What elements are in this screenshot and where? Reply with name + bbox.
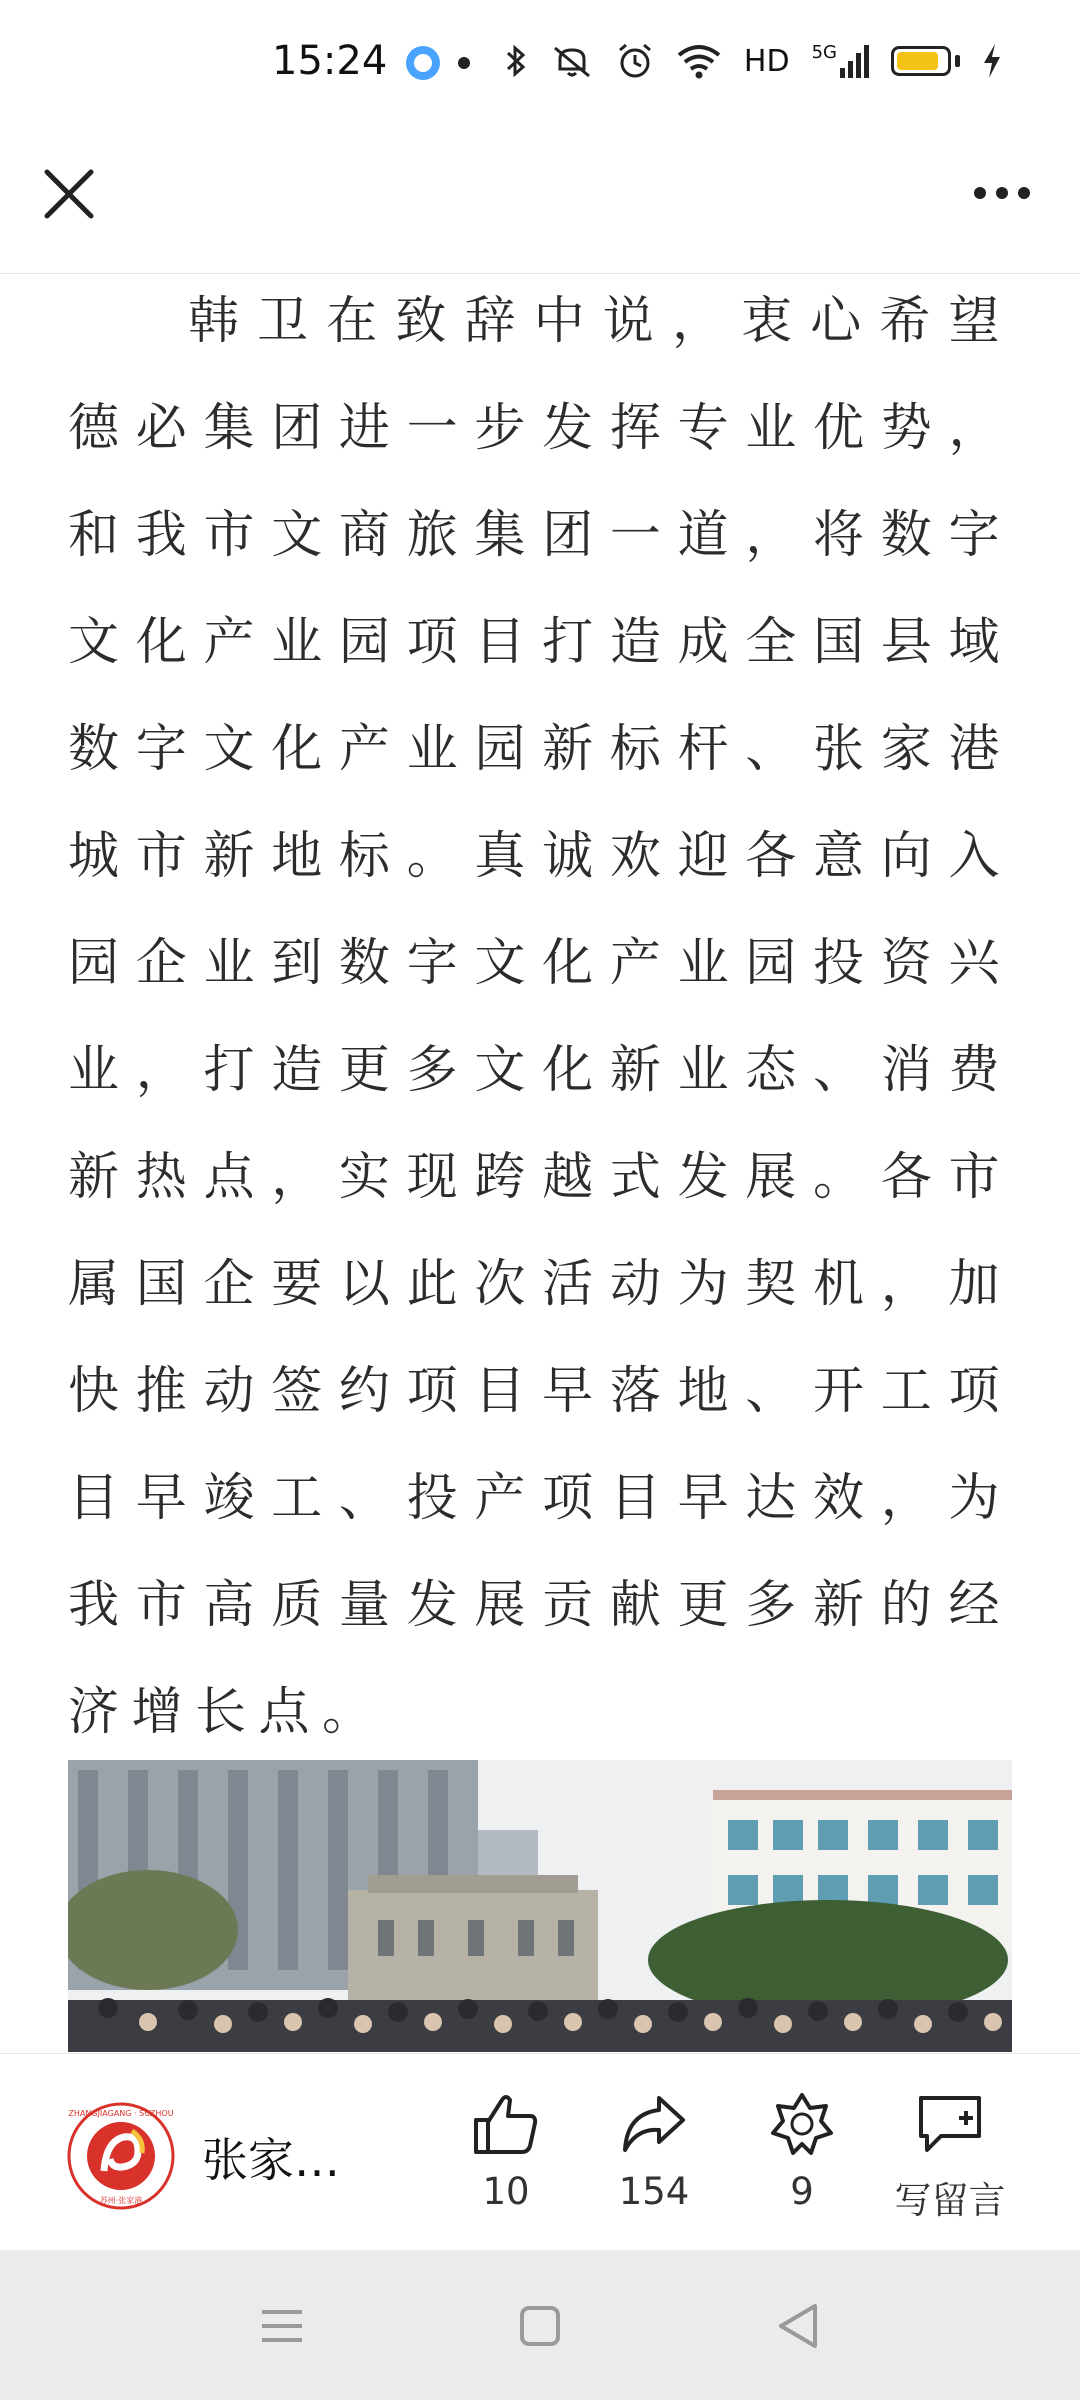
more-icon bbox=[974, 187, 986, 199]
logo-text-top: ZHANGJIAGANG · SUZHOU bbox=[68, 2109, 174, 2118]
comment-add-icon bbox=[915, 2092, 985, 2156]
battery-icon bbox=[891, 46, 960, 76]
recent-apps-button[interactable] bbox=[254, 2298, 310, 2354]
home-button[interactable] bbox=[512, 2298, 568, 2354]
menu-icon bbox=[259, 2306, 305, 2346]
back-icon bbox=[775, 2302, 821, 2350]
write-comment-label: 写留言 bbox=[894, 2179, 1006, 2222]
article-paragraph: 韩卫在致辞中说，衷心希望德必集团进一步发挥专业优势，和我市文商旅集团一道，将数字文化产业园项目打造成全国县域数字文化产业园新标杆、张家港城市新地标。真诚欢迎各意向入园企业到数字文化产业园投资兴业，打造更多文化新业态、消费新热点，实现跨越式发展。各市属国企要以此次活动为契机，加快推动签约项目早落地、开工项目早竣工、投产项目早达效，为我市高质量发展贡献更多新的经济增长点。 bbox=[68, 292, 1012, 1742]
network-label: 5G bbox=[811, 42, 837, 63]
logo-text-bottom: 苏州·张家港 bbox=[99, 2196, 143, 2205]
mute-icon bbox=[550, 43, 594, 79]
article-body bbox=[68, 268, 1012, 1766]
wow-button[interactable] bbox=[742, 2092, 862, 2213]
wow-star-icon bbox=[769, 2092, 835, 2156]
system-navigation-bar bbox=[0, 2250, 1080, 2400]
signal-group bbox=[812, 44, 869, 78]
close-button[interactable] bbox=[38, 163, 100, 225]
article-top-bar bbox=[0, 130, 1080, 274]
share-icon bbox=[621, 2092, 687, 2156]
wifi-icon bbox=[676, 43, 722, 79]
alarm-icon bbox=[616, 42, 654, 80]
event-photo-image bbox=[68, 1760, 1012, 2052]
battery-level bbox=[897, 52, 938, 70]
event-photo[interactable] bbox=[68, 1760, 1012, 2052]
account-name[interactable]: 张家… bbox=[202, 2133, 340, 2187]
more-button[interactable] bbox=[962, 168, 1042, 218]
thumbs-up-icon bbox=[472, 2092, 540, 2156]
bluetooth-icon bbox=[504, 43, 528, 79]
status-time: 15:24 bbox=[272, 38, 388, 84]
like-button[interactable] bbox=[446, 2092, 566, 2213]
status-right-icons bbox=[504, 42, 1002, 80]
article-action-bar bbox=[0, 2053, 1080, 2251]
account-avatar[interactable] bbox=[66, 2101, 176, 2211]
like-count: 10 bbox=[482, 2170, 530, 2213]
back-button[interactable] bbox=[770, 2298, 826, 2354]
qq-icon bbox=[406, 46, 440, 80]
dot-icon bbox=[458, 57, 470, 69]
home-icon bbox=[518, 2304, 562, 2348]
write-comment-button[interactable] bbox=[880, 2092, 1020, 2224]
close-icon bbox=[43, 168, 95, 220]
share-count: 154 bbox=[618, 2170, 690, 2213]
share-button[interactable] bbox=[594, 2092, 714, 2213]
hd-label: HD bbox=[743, 43, 790, 79]
account-logo-icon bbox=[66, 2101, 176, 2211]
status-bar bbox=[0, 0, 1080, 130]
wow-count: 9 bbox=[790, 2170, 814, 2213]
signal-icon bbox=[839, 44, 869, 78]
notification-icons bbox=[406, 46, 470, 80]
charging-icon bbox=[982, 43, 1002, 79]
